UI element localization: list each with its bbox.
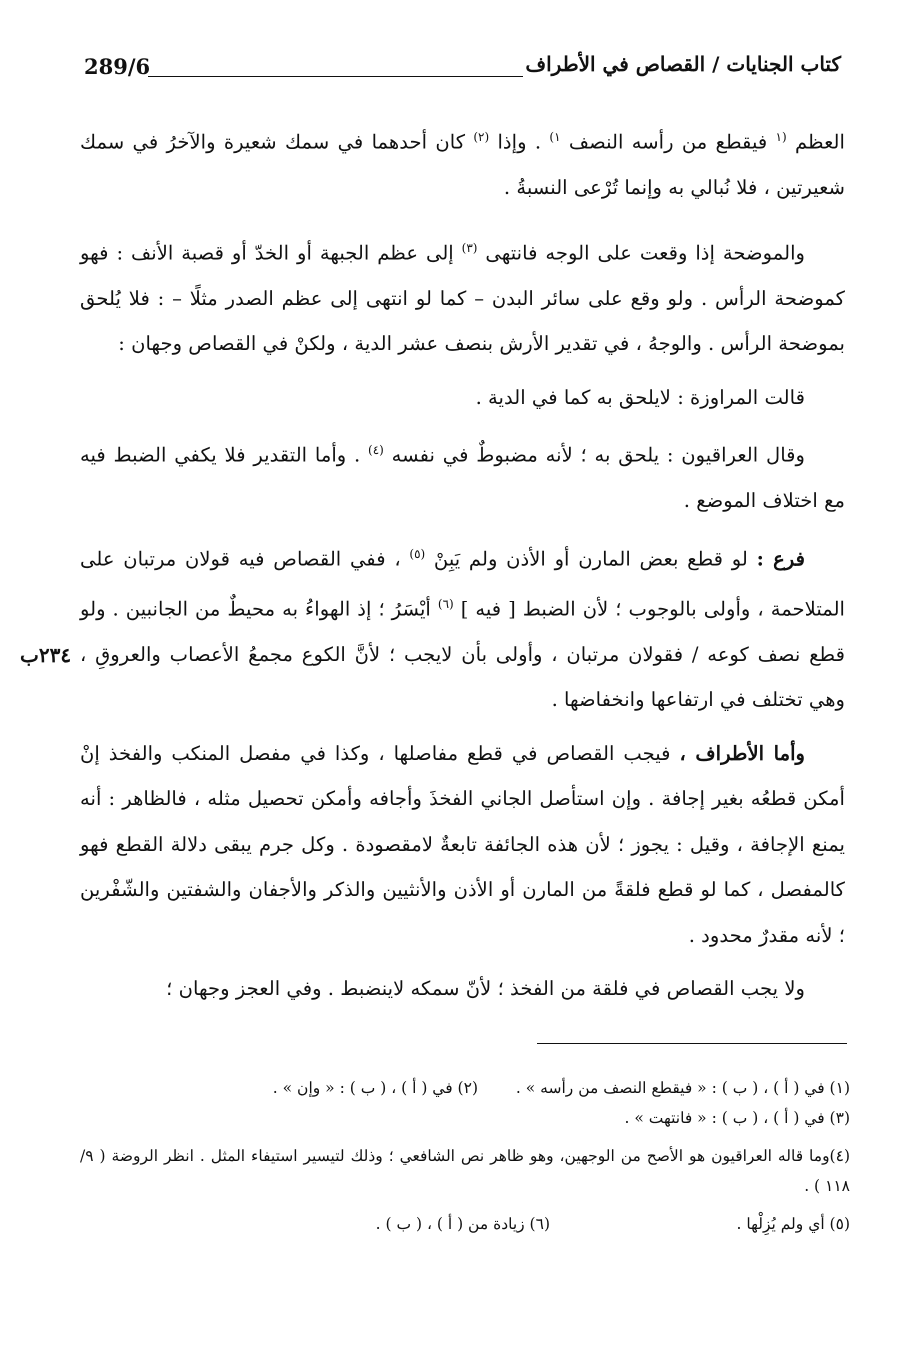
page-header	[84, 52, 841, 92]
footnote-ref: (٦)	[437, 596, 454, 611]
footnote-1: (١) في ( أ ) ، ( ب ) : « فيقطع النصف من رأسه » .	[515, 1079, 850, 1097]
footnote-4: (٤)وما قاله العراقيون هو الأصح من الوجهين، وهو ظاهر نص الشافعي ؛ وذلك لتيسير استيفاء المثل . انظر الروضة ( ٩/ ١١٨ ) .	[80, 1147, 850, 1195]
page-number: 289/6	[84, 54, 151, 79]
text-run: ، ففي القصاص فيه قولان مرتبان على المتلاحمة ، وأولى بالوجوب ؛ لأن الضبط [ فيه ]	[80, 547, 845, 621]
text-run: العظم	[786, 130, 845, 154]
paragraph-6	[80, 731, 845, 959]
footnotes	[80, 1073, 850, 1239]
text-run: إلى عظم الجبهة أو الخدّ أو قصبة الأنف : فهو كموضحة الرأس . ولو وقع على سائر البدن – كما لو انتهى إلى عظم الصدر مثلًا – : فلا يُلحق بموضحة الرأس . والوجهُ ، في تقدير الأرش بنصف عشر الدية ، ولكنْ في القصاص وجهان :	[80, 241, 845, 356]
text-run: فيجب القصاص في قطع مفاصلها ، وكذا في مفصل المنكب والفخذ إنْ أمكن قطعُه بغير إجافة . وإن استأصل الجاني الفخذَ وأجافه وأمكن تحصيل مثله ، فالظاهر : أنه يمنع الإجافة ، وقيل : يجوز ؛ لأن هذه الجائفة تابعةٌ لامقصودة . وكل جرم يبقى دلالة القطع فهو كالمفصل ، كما لو قطع فلقةً من المارن أو الأذن والأنثيين والذكر والأجفان والشفتين والشّفْرين ؛ لأنه مقدرٌ محدود .	[80, 741, 845, 947]
text-run: كان أحدهما في سمك شعيرة والآخرُ في سمك شعيرتين ، فلا نُبالي به وإنما تُرْعى النسبةُ .	[80, 130, 845, 200]
text-run: . وإذا	[489, 130, 550, 154]
text-run: فيقطع من رأسه النصف	[560, 130, 776, 154]
paragraph-1	[80, 115, 845, 211]
paragraph-3	[80, 375, 845, 421]
footnote-ref: (٥)	[409, 546, 426, 561]
footnote-6: (٦) زيادة من ( أ ) ، ( ب ) .	[375, 1215, 550, 1233]
text-run: . وأما التقدير فلا يكفي الضبط فيه مع اختلاف الموضع .	[80, 443, 845, 513]
text-run: وقال العراقيون : يلحق به ؛ لأنه مضبوطٌ في نفسه	[383, 443, 805, 467]
paragraph-4	[80, 428, 845, 524]
footnote-2: (٢) في ( أ ) ، ( ب ) : « وإن » .	[272, 1079, 478, 1097]
footnote-row	[80, 1103, 850, 1133]
footnote-5: (٥) أي ولم يُزِلْها .	[736, 1215, 850, 1233]
footnote-ref: ١)	[549, 130, 561, 144]
footnote-ref: (٣)	[461, 240, 478, 255]
text-run: قالت المراوزة : لايلحق به كما في الدية .	[475, 385, 805, 409]
paragraph-lead: فرع :	[756, 547, 805, 571]
footnote-row	[80, 1073, 850, 1103]
paragraph-5	[80, 532, 845, 723]
paragraph-2	[80, 226, 845, 367]
header-rule	[148, 76, 523, 77]
footnote-separator	[537, 1043, 847, 1044]
paragraph-lead: وأما الأطراف ،	[679, 741, 805, 765]
footnote-ref: (٤)	[368, 443, 384, 458]
running-title: كتاب الجنايات / القصاص في الأطراف	[525, 52, 841, 76]
paragraph-7	[80, 966, 845, 1012]
footnote-3: (٣) في ( أ ) ، ( ب ) : « فانتهت » .	[624, 1109, 850, 1127]
footnote-row	[80, 1209, 850, 1239]
text-run: لو قطع بعض المارن أو الأذن ولم يَبِنْ	[425, 547, 757, 571]
text-run: والموضحة إذا وقعت على الوجه فانتهى	[477, 241, 805, 265]
body-text	[80, 115, 845, 1020]
text-run: أيْسَرُ ؛ إذ الهواءُ به محيطٌ من الجانبين . ولو قطع نصف كوعه / فقولان مرتبان ، وأولى بأن لايجب ؛ لأنَّ الكوع مجمعُ الأعصاب والعروقِ ، وهي تختلف في ارتفاعها وانخفاضها .	[80, 597, 845, 712]
text-run: ولا يجب القصاص في فلقة من الفخذ ؛ لأنّ سمكه لاينضبط . وفي العجز وجهان ؛	[166, 977, 805, 1001]
footnote-ref: (٢)	[473, 130, 490, 144]
footnote-ref: (١	[775, 130, 787, 144]
manuscript-folio-note: ٢٣٤ب	[20, 643, 72, 667]
